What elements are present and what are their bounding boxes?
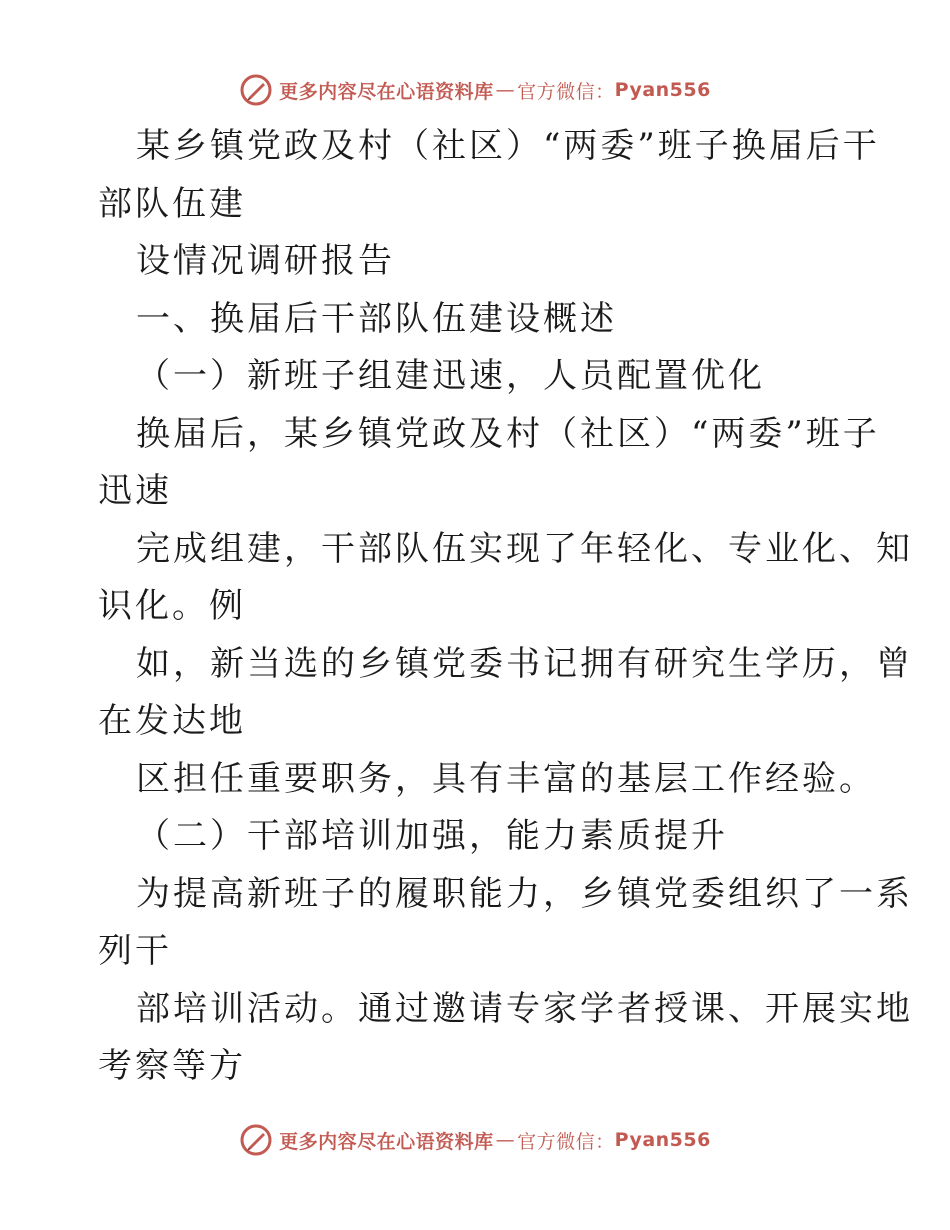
text-line: 考察等方 [98,1046,246,1086]
header-watermark [0,70,950,110]
watermark-brand: 更多内容尽在心语资料库 [279,1130,494,1153]
text-line: （一）新班子组建迅速，人员配置优化 [136,356,765,396]
text-line: 区担任重要职务，具有丰富的基层工作经验。 [136,758,876,799]
text-line: 在发达地 [98,701,246,741]
text-line: 设情况调研报告 [136,241,395,281]
watermark-dash: — [495,1129,516,1151]
watermark-wechat-label: 官方微信： [517,80,615,103]
text-line: 完成组建，干部队伍实现了年轻化、专业化、知 [136,528,913,569]
watermark-wechat-id: Pyan556 [614,1129,711,1151]
text-line: 识化。例 [98,586,246,626]
text-line: 迅速 [98,471,172,511]
text-line: 某乡镇党政及村（社区）“两委”班子换届后干 [136,126,880,166]
text-line: 一、换届后干部队伍建设概述 [136,298,617,339]
text-line: （二）干部培训加强，能力素质提升 [136,816,728,856]
text-line: 列干 [98,931,172,971]
text-line: 如，新当选的乡镇党委书记拥有研究生学历，曾 [136,643,913,684]
pen-logo-icon [239,73,273,107]
watermark-wechat-label: 官方微信： [517,1130,615,1153]
watermark-dash: — [495,79,516,101]
document-body [98,118,913,1096]
watermark-wechat-id: Pyan556 [614,79,711,101]
text-line: 部队伍建 [98,183,246,224]
text-line: 为提高新班子的履职能力，乡镇党委组织了一系 [136,873,913,914]
pen-logo-icon [239,1123,273,1157]
footer-watermark [0,1120,950,1160]
text-line: 部培训活动。通过邀请专家学者授课、开展实地 [136,988,913,1029]
watermark-brand: 更多内容尽在心语资料库 [279,80,494,103]
text-line: 换届后，某乡镇党政及村（社区）“两委”班子 [136,413,880,454]
